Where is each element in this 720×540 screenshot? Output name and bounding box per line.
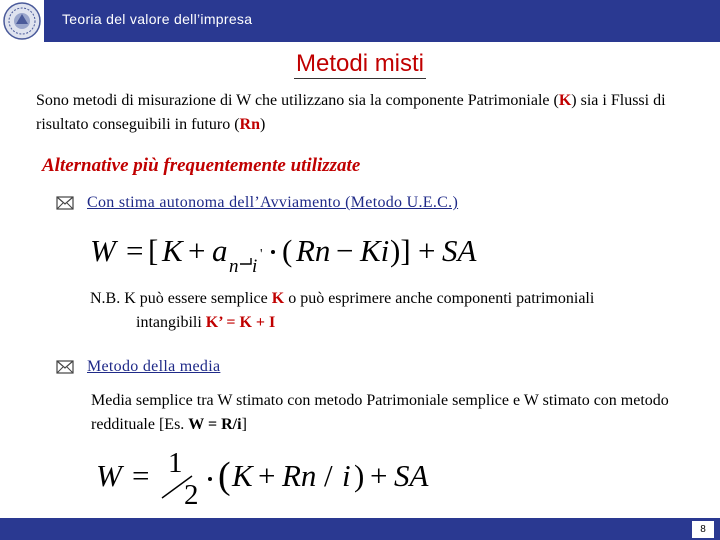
svg-text:[: [ <box>148 233 159 268</box>
media-text-1: Media semplice tra W stimato con metodo Patrimoniale semplice e W stimato con metodo reddituale [Es. <box>91 392 669 433</box>
svg-text:K: K <box>162 233 183 268</box>
intro-text-2: ) sia i Flussi di risultato conseguibili in futuro ( <box>36 92 666 133</box>
svg-text:Rn: Rn <box>282 458 317 493</box>
section-heading: Alternative più frequentemente utilizzate <box>42 155 361 176</box>
svg-text:W: W <box>96 458 122 493</box>
note-nb-expr: K’ = K + I <box>205 313 276 331</box>
svg-text:': ' <box>260 247 263 262</box>
svg-text:+: + <box>188 233 206 268</box>
svg-text:/: / <box>324 458 333 493</box>
svg-text:(: ( <box>282 233 293 268</box>
svg-text:SA: SA <box>394 458 429 493</box>
svg-text:n: n <box>229 256 239 276</box>
intro-k: K <box>558 92 572 109</box>
envelope-icon <box>56 195 74 211</box>
slide-title-text: Metodi misti <box>295 50 425 77</box>
page-number: 8 <box>692 521 714 538</box>
intro-paragraph <box>36 89 696 136</box>
note-nb-text-1: N.B. K può essere semplice <box>90 290 272 307</box>
bullet-item-uec <box>56 194 458 212</box>
svg-text:+: + <box>258 458 276 493</box>
svg-text:+: + <box>418 233 436 268</box>
svg-text:SA: SA <box>442 233 477 268</box>
bullet-label-media: Metodo della media <box>87 358 221 375</box>
svg-text:)]: )] <box>390 233 411 268</box>
svg-text:2: 2 <box>184 479 199 510</box>
svg-text:(: ( <box>218 455 231 497</box>
note-nb <box>90 287 690 334</box>
note-nb-text-2: o può esprimere anche componenti patrimoniali <box>284 290 595 307</box>
slide-title <box>0 50 720 79</box>
svg-text:+: + <box>370 458 388 493</box>
header-title: Teoria del valore dell’impresa <box>62 11 253 27</box>
media-expr: W = R/i <box>188 415 242 433</box>
note-nb-text-3: intangibili <box>136 313 206 331</box>
university-seal-logo <box>0 0 44 42</box>
formula-media <box>92 446 452 510</box>
footer-bar <box>0 518 720 540</box>
svg-text:W: W <box>90 233 116 268</box>
media-description <box>91 389 691 436</box>
bullet-item-media <box>56 358 220 376</box>
bullet-label-uec: Con stima autonoma dell’Avviamento (Metodo U.E.C.) <box>87 194 459 211</box>
note-nb-line-2 <box>90 311 690 335</box>
media-text-2: ] <box>241 415 247 433</box>
svg-text:=: = <box>126 233 144 268</box>
svg-text:Rn: Rn <box>296 233 331 268</box>
note-nb-k: K <box>271 290 285 307</box>
intro-text-3: ) <box>259 115 266 133</box>
svg-text:a: a <box>212 233 228 268</box>
svg-text:i: i <box>252 256 258 276</box>
svg-text:i: i <box>342 458 351 493</box>
svg-text:−: − <box>336 233 354 268</box>
note-nb-line-1 <box>90 287 690 311</box>
envelope-icon <box>56 359 74 375</box>
intro-rn: Rn <box>239 115 260 133</box>
svg-text:1: 1 <box>168 447 183 479</box>
intro-text-1: Sono metodi di misurazione di W che utilizzano sia la componente Patrimoniale ( <box>36 92 559 109</box>
formula-uec <box>88 224 528 276</box>
svg-text:): ) <box>354 458 365 493</box>
header-bar <box>0 0 720 42</box>
svg-text:K: K <box>232 458 253 493</box>
svg-text:Ki: Ki <box>360 233 390 268</box>
svg-text:=: = <box>132 458 150 493</box>
